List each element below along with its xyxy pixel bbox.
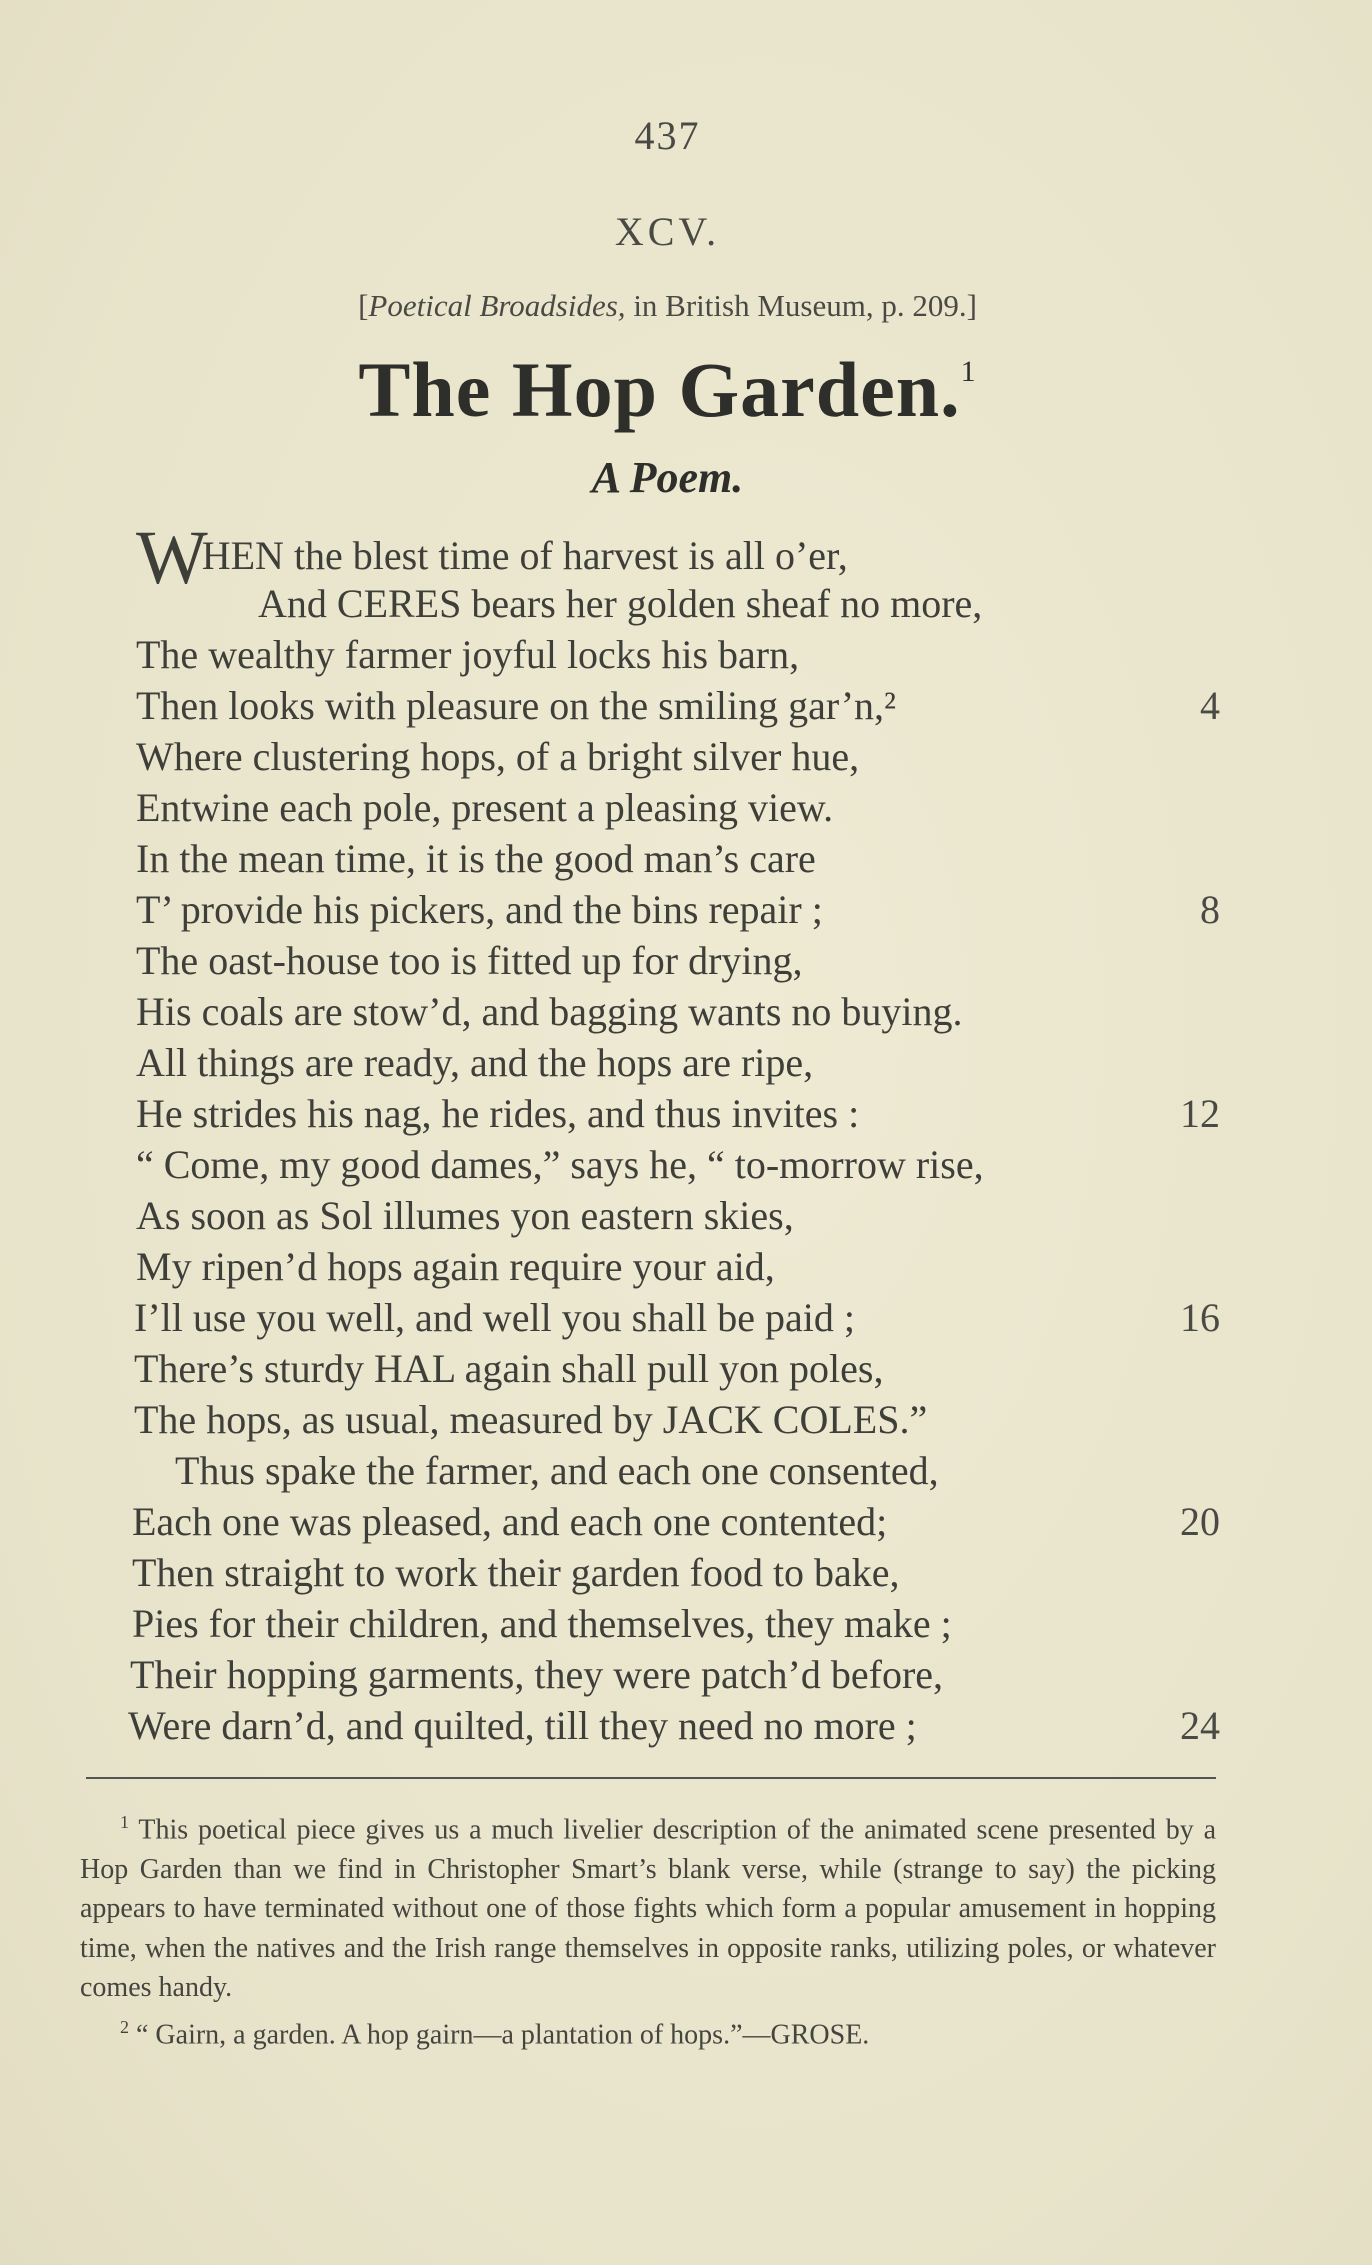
line-number: 8 bbox=[1200, 887, 1220, 932]
poem-line-text: Their hopping garments, they were patch’d before, bbox=[130, 1652, 944, 1697]
poem-line-text: Where clustering hops, of a bright silver hue, bbox=[136, 734, 860, 779]
poem-line-text: Entwine each pole, present a pleasing view. bbox=[136, 785, 834, 830]
poem-line bbox=[0, 1089, 1372, 1139]
poem-line bbox=[0, 579, 1372, 629]
poem-line bbox=[0, 936, 1372, 986]
line-number: 12 bbox=[1180, 1091, 1220, 1136]
poem-line bbox=[0, 1038, 1372, 1088]
poem-line bbox=[0, 1191, 1372, 1241]
poem-line bbox=[0, 732, 1372, 782]
poem-line-text: In the mean time, it is the good man’s care bbox=[136, 836, 816, 881]
footnote-2 bbox=[80, 2008, 1216, 2055]
poem-line-text: Then looks with pleasure on the smiling gar’n,² bbox=[136, 683, 896, 728]
poem-line bbox=[0, 516, 1372, 600]
footnote-text: This poetical piece gives us a much livelier description of the animated scene presented by a Hop Garden than we find in Christopher Smart’s blank verse, while (strange to say) the picking appears to have terminated without one of those fights which form a popular amusement in hopping time, when the natives and the Irish range themselves in opposite ranks, utilizing poles, or whatever comes handy. bbox=[80, 1814, 1216, 2004]
footnote-mark: 1 bbox=[120, 1812, 129, 1832]
poem-line-text: He strides his nag, he rides, and thus invites : bbox=[136, 1091, 860, 1136]
poem-subtitle: A Poem. bbox=[591, 453, 744, 502]
drop-cap: W bbox=[136, 516, 208, 600]
poem-title-text: The Hop Garden. bbox=[358, 346, 961, 433]
poem-line bbox=[0, 1344, 1372, 1394]
poem-line-text: I’ll use you well, and well you shall be paid ; bbox=[134, 1295, 855, 1340]
footnote-text: “ Gairn, a garden. A hop gairn—a plantation of hops.”—GROSE. bbox=[136, 2019, 870, 2051]
poem-line bbox=[0, 783, 1372, 833]
source-rest: in British Museum, p. 209.] bbox=[625, 288, 977, 323]
source-bracket: [ bbox=[358, 288, 369, 323]
line-number: 24 bbox=[1180, 1703, 1220, 1748]
source-italic-title: Poetical Broadsides, bbox=[368, 288, 626, 323]
poem-line bbox=[0, 681, 1372, 731]
poem-line bbox=[0, 834, 1372, 884]
poem-line-text: My ripen’d hops again require your aid, bbox=[136, 1244, 775, 1289]
footnote-divider bbox=[86, 1777, 1216, 1779]
poem-line-text: The hops, as usual, measured by JACK COLES.” bbox=[134, 1397, 928, 1442]
poem-line bbox=[0, 1242, 1372, 1292]
poem-line-text: There’s sturdy HAL again shall pull yon poles, bbox=[134, 1346, 884, 1391]
poem-line bbox=[0, 1395, 1372, 1445]
poem-title bbox=[0, 345, 1335, 435]
poem-line-text: T’ provide his pickers, and the bins repair ; bbox=[136, 887, 823, 932]
poem-line-text: “ Come, my good dames,” says he, “ to-morrow rise, bbox=[136, 1142, 984, 1187]
poem-line bbox=[0, 1650, 1372, 1700]
poem-line bbox=[0, 1599, 1372, 1649]
poem-line-text: Each one was pleased, and each one contented; bbox=[132, 1499, 888, 1544]
poem-line-text: Thus spake the farmer, and each one consented, bbox=[175, 1448, 939, 1493]
title-footnote-ref: 1 bbox=[960, 355, 977, 388]
poem-line bbox=[0, 1497, 1372, 1547]
poem-line-text: And CERES bears her golden sheaf no more, bbox=[258, 581, 983, 626]
poem-line bbox=[0, 1446, 1372, 1496]
poem-line-text: Then straight to work their garden food to bake, bbox=[132, 1550, 900, 1595]
poem-line-text: Pies for their children, and themselves, they make ; bbox=[132, 1601, 952, 1646]
poem-line-text: As soon as Sol illumes yon eastern skies, bbox=[136, 1193, 794, 1238]
poem-line bbox=[0, 1548, 1372, 1598]
poem-line bbox=[0, 1140, 1372, 1190]
poem-line-text: The oast-house too is fitted up for drying, bbox=[136, 938, 803, 983]
poem-line bbox=[0, 630, 1372, 680]
poem-line bbox=[0, 987, 1372, 1037]
line-number: 20 bbox=[1180, 1499, 1220, 1544]
poem-line bbox=[0, 1293, 1372, 1343]
footnote-1 bbox=[80, 1803, 1216, 2008]
source-citation bbox=[0, 288, 1335, 324]
page-number: 437 bbox=[634, 113, 701, 158]
poem-line-text: Were darn’d, and quilted, till they need no more ; bbox=[128, 1703, 917, 1748]
poem-line-text: All things are ready, and the hops are ripe, bbox=[136, 1040, 814, 1085]
poem-line-text: The wealthy farmer joyful locks his barn, bbox=[136, 632, 800, 677]
footnotes bbox=[80, 1803, 1216, 2055]
poem-line-text: His coals are stow’d, and bagging wants no buying. bbox=[136, 989, 963, 1034]
poem-line bbox=[0, 885, 1372, 935]
section-number: XCV. bbox=[614, 209, 721, 254]
poem-line bbox=[0, 1701, 1372, 1751]
footnote-mark: 2 bbox=[120, 2016, 129, 2037]
line-number: 4 bbox=[1200, 683, 1220, 728]
line-number: 16 bbox=[1180, 1295, 1220, 1340]
poem-line-text: HEN the blest time of harvest is all o’er, bbox=[201, 533, 848, 578]
